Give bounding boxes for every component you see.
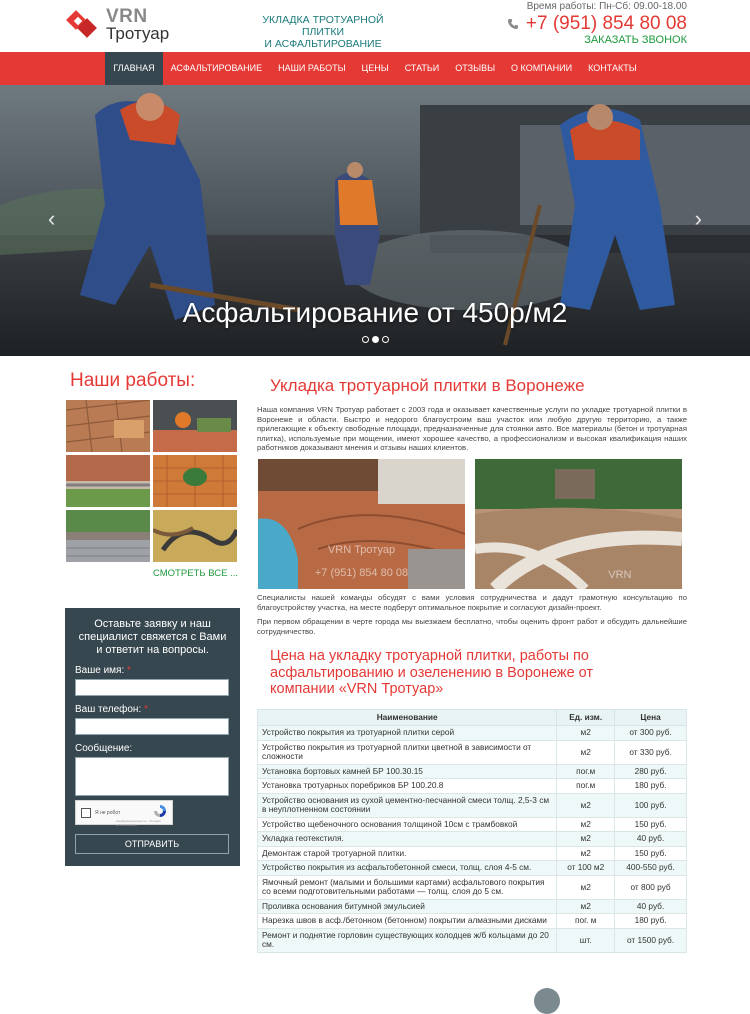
table-row	[258, 861, 687, 876]
table-row	[258, 875, 687, 899]
service-name-cell: Ремонт и поднятие горловин существующих колодцев ж/б кольцами до 20 см.	[258, 928, 557, 952]
work-thumbnail[interactable]	[66, 455, 150, 507]
required-mark: *	[127, 665, 131, 676]
submit-button[interactable]: ОТПРАВИТЬ	[75, 834, 229, 854]
price-cell: от 800 руб	[615, 875, 687, 899]
unit-cell: м2	[557, 899, 615, 914]
slider-dots	[362, 336, 389, 343]
price-cell: 40 руб.	[615, 832, 687, 847]
price-cell: 100 руб.	[615, 793, 687, 817]
unit-cell: от 100 м2	[557, 861, 615, 876]
table-row	[258, 928, 687, 952]
garden-path-image	[475, 459, 682, 589]
watermark-brand-right: VRN	[608, 568, 632, 581]
unit-cell: м2	[557, 726, 615, 741]
phone-block[interactable]	[507, 13, 687, 35]
name-input[interactable]	[75, 679, 229, 696]
table-row	[258, 764, 687, 779]
service-name-cell: Устройство покрытия из тротуарной плитки серой	[258, 726, 557, 741]
name-label	[75, 665, 230, 676]
featured-photo-garden[interactable]	[475, 459, 682, 589]
tagline-line-1: УКЛАДКА ТРОТУАРНОЙ ПЛИТКИ	[262, 14, 384, 38]
column-header: Наименование	[258, 709, 557, 726]
callback-form	[65, 608, 240, 866]
recaptcha-label: Я не робот	[95, 810, 121, 816]
service-name-cell: Нарезка швов в асф./бетонном (бетонном) покрытии алмазными дисками	[258, 914, 557, 929]
works-title: Наши работы:	[70, 370, 196, 391]
hero-slider[interactable]	[0, 85, 750, 356]
unit-cell: м2	[557, 793, 615, 817]
service-name-cell: Установка бортовых камней БР 100.30.15	[258, 764, 557, 779]
price-cell: 40 руб.	[615, 899, 687, 914]
tagline-line-2: И АСФАЛЬТИРОВАНИЕ	[264, 38, 382, 50]
phone-number[interactable]: +7 (951) 854 80 08	[525, 13, 687, 34]
service-name-cell: Устройство покрытия из асфальтобетонной смеси, толщ. слоя 4-5 см.	[258, 861, 557, 876]
price-cell: 280 руб.	[615, 764, 687, 779]
work-thumbnail[interactable]	[153, 400, 237, 452]
main-content	[257, 376, 687, 953]
scroll-to-top-button[interactable]	[534, 988, 560, 1014]
nav-item-works[interactable]: НАШИ РАБОТЫ	[278, 63, 346, 73]
tagline	[245, 14, 401, 50]
work-thumbnail[interactable]	[153, 455, 237, 507]
sidebar	[65, 370, 240, 866]
service-name-cell: Устройство щебеночного основания толщиной 10см с трамбовкой	[258, 817, 557, 832]
logo-text-bottom: Тротуар	[106, 24, 170, 43]
slider-next-arrow[interactable]: ›	[694, 206, 702, 231]
service-name-cell: Устройство основания из сухой цементно-песчанной смеси толщ. 2,5-3 см в неуплотненном состоянии	[258, 793, 557, 817]
callback-link[interactable]: ЗАКАЗАТЬ ЗВОНОК	[584, 34, 687, 46]
logo-text-top: VRN	[106, 6, 148, 27]
phone-label-text: Ваш телефон:	[75, 704, 142, 715]
service-name-cell: Устройство покрытия из тротуарной плитки цветной в зависимости от сложности	[258, 740, 557, 764]
service-name-cell: Укладка геотекстиля.	[258, 832, 557, 847]
work-thumbnail[interactable]	[66, 510, 150, 562]
table-row	[258, 914, 687, 929]
message-textarea[interactable]	[75, 757, 229, 796]
watermark-brand: VRN Тротуар	[327, 543, 396, 556]
column-header: Ед. изм.	[557, 709, 615, 726]
price-cell: 180 руб.	[615, 779, 687, 794]
unit-cell: м2	[557, 817, 615, 832]
see-all-works-link[interactable]: СМОТРЕТЬ ВСЕ ...	[153, 568, 238, 579]
recaptcha-fine-print: Конфиденциальность - Условия использования	[116, 819, 161, 827]
work-thumbnail[interactable]	[66, 400, 150, 452]
slider-dot-3[interactable]	[382, 336, 389, 343]
site-header	[0, 0, 750, 52]
table-row	[258, 899, 687, 914]
price-cell: от 300 руб.	[615, 726, 687, 741]
nav-item-about[interactable]: О КОМПАНИИ	[511, 63, 573, 73]
slider-prev-arrow[interactable]: ‹	[48, 206, 56, 231]
slider-dot-2[interactable]	[372, 336, 379, 343]
price-table-header	[258, 709, 687, 726]
logo[interactable]	[66, 5, 170, 45]
unit-cell: м2	[557, 740, 615, 764]
watermark-phone: +7 (951) 854 80 08	[314, 566, 409, 579]
table-row	[258, 740, 687, 764]
recaptcha-checkbox[interactable]	[81, 808, 91, 818]
page-title: Укладка тротуарной плитки в Воронеже	[270, 376, 585, 395]
unit-cell: пог.м	[557, 764, 615, 779]
unit-cell: пог.м	[557, 779, 615, 794]
phone-input[interactable]	[75, 718, 229, 735]
price-cell: 150 руб.	[615, 846, 687, 861]
nav-item-contacts[interactable]: КОНТАКТЫ	[588, 63, 637, 73]
unit-cell: шт.	[557, 928, 615, 952]
service-name-cell: Демонтаж старой тротуарной плитки.	[258, 846, 557, 861]
price-cell: от 1500 руб.	[615, 928, 687, 952]
price-cell: от 330 руб.	[615, 740, 687, 764]
required-mark: *	[144, 704, 148, 715]
featured-photos	[258, 459, 687, 589]
intro-paragraph: Наша компания VRN Тротуар работает с 2003 года и оказывает качественные услуги по укладке тротуарной плитки в Воронеже и области. Быстро и недорого благоустроим ваш участок или любую другую территорию, а также прилегающие к объекту свободные площади, предназначенные для стоянки авто. Все материалы (бетон и тротуарная плитка), используемые при мощении, имеют хорошее качество, а профессионализм и высокая квалификация наших работников доказывают мнения и отзывы наших клиентов.	[257, 405, 687, 453]
table-row	[258, 779, 687, 794]
price-cell: 180 руб.	[615, 914, 687, 929]
nav-item-prices[interactable]: ЦЕНЫ	[361, 63, 389, 73]
logo-mark-icon	[66, 7, 100, 41]
free-visit-paragraph: При первом обращении в черте города мы выезжаем бесплатно, чтобы оценить фронт работ и обсудить дальнейшие сотрудничество.	[257, 617, 687, 636]
table-row	[258, 817, 687, 832]
slide-caption: Асфальтирование от 450р/м2	[182, 297, 568, 328]
slider-dot-1[interactable]	[362, 336, 369, 343]
name-label-text: Ваше имя:	[75, 665, 125, 676]
nav-item-asphalt[interactable]: АСФАЛЬТИРОВАНИЕ	[170, 63, 263, 73]
work-thumbnail[interactable]	[153, 510, 237, 562]
table-row	[258, 846, 687, 861]
unit-cell: м2	[557, 846, 615, 861]
service-name-cell: Установка тротуарных поребриков БР 100.20.8	[258, 779, 557, 794]
recaptcha-widget[interactable]	[75, 800, 173, 825]
featured-photo-pool[interactable]	[258, 459, 465, 589]
table-row	[258, 832, 687, 847]
column-header: Цена	[615, 709, 687, 726]
working-hours: Время работы: Пн-Сб: 09.00-18.00	[526, 1, 687, 12]
service-name-cell: Ямочный ремонт (малыми и большими картами) асфальтового покрытия со всеми подготовительными работами — толщ. слоя до 5 см.	[258, 875, 557, 899]
price-cell: 150 руб.	[615, 817, 687, 832]
price-cell: 400-550 руб.	[615, 861, 687, 876]
nav-item-home[interactable]: ГЛАВНАЯ	[105, 52, 162, 85]
recaptcha-logo-icon	[153, 804, 167, 818]
unit-cell: пог. м	[557, 914, 615, 929]
nav-item-articles[interactable]: СТАТЬИ	[404, 63, 440, 73]
service-name-cell: Проливка основания битумной эмульсией	[258, 899, 557, 914]
price-table	[257, 709, 687, 953]
cooperation-paragraph: Специалисты нашей команды обсудят с вами условия сотрудничества и дадут грамотную консультацию по благоустройству участка, на месте подберут оптимальное покрытие и согласуют дизайн-проект.	[257, 592, 687, 612]
price-table-body	[258, 726, 687, 953]
unit-cell: м2	[557, 875, 615, 899]
works-gallery	[66, 400, 240, 562]
form-heading: Оставьте заявку и наш специалист свяжется с Вами и ответит на вопросы.	[78, 618, 227, 656]
table-row	[258, 793, 687, 817]
message-label: Сообщение:	[75, 743, 133, 754]
phone-icon	[507, 18, 519, 30]
price-section-title: Цена на укладку тротуарной плитки, работы по асфальтированию и озеленению в Воронеже от компании «VRN Тротуар»	[270, 648, 594, 698]
phone-label	[75, 704, 230, 715]
main-nav	[0, 52, 750, 85]
nav-item-reviews[interactable]: ОТЗЫВЫ	[455, 63, 496, 73]
table-row	[258, 726, 687, 741]
unit-cell: м2	[557, 832, 615, 847]
